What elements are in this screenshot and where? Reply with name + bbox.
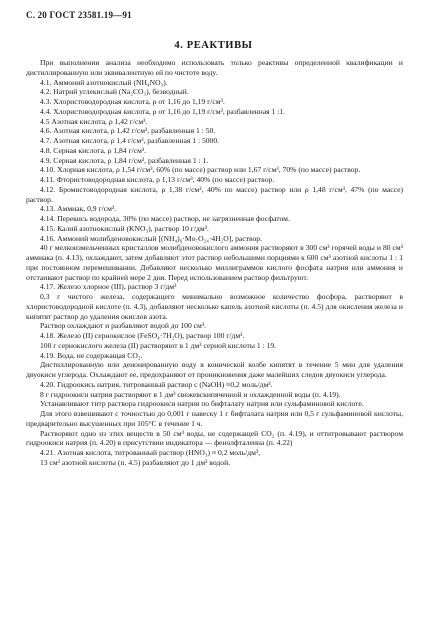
reagent-4-13: 4.13. Аммиак, 0,9 г/см³. (40, 204, 117, 214)
section-title: 4. РЕАКТИВЫ (174, 40, 253, 51)
reagent-4-21: 4.21. Азотная кислота, титрованный раствор (HNO₃) ≈ 0,2 моль/дм³, (40, 448, 261, 457)
reagent-4-1: 4.1. Аммоний азотнокислый (NH₄NO₃). (40, 77, 168, 87)
reagent-4-7: 4.7. Азотная кислота, ρ 1,4 г/см³, разбавленная 1 : 5000. (40, 136, 220, 145)
reagent-4-12: 4.12. Бромистоводородная кислота, ρ 1,38 г/см³, 40% по массе) раствор или ρ 1,48 г/см³, 47% (по массе) раствор. (26, 184, 403, 204)
reagent-4-18-preparation: 100 г сернокислого железа (II) растворяют в 1 дм³ серной кислоты 1 : 19. (40, 340, 277, 350)
reagent-4-16-preparation: 40 г мелкоизмельченных кристаллов молибденовокислого аммония растворяют в 300 см³ горячей воды и 80 см³ аммиака (п. 4.13), охлаждают, затем добавляют этот раствор небольшими порциями к 600 см³ азотной кислоты 1 : 1 при постоянном перемешивании. Добавляют несколько миллиграммов кислого фосфата натрия или аммония и отстаивают раствор по крайней мере 2 дня. Перед использованием раствор фильтруют. (26, 243, 403, 282)
reagent-4-3: 4.3. Хлористоводородная кислота, ρ от 1,16 до 1,19 г/см³. (40, 97, 225, 106)
reagent-4-2: 4.2. Натрий углекислый (Na₂CO₃), безводный. (40, 87, 189, 97)
page-header: С. 20 ГОСТ 23581.19—91 (26, 10, 132, 20)
reagent-4-20-weighing: Для этого взвешивают с точностью до 0,001 г навеску 1 г бифталата натрия или 0,5 г сульфаминовой кислоты, предварительно высушенных при 105°C в течение 1 ч. (26, 409, 403, 428)
reagent-4-20: 4.20. Гидроокись натрия, титрованный раствор c (NaOH) ≈0,2 моль/дм³. (40, 379, 273, 389)
reagent-4-4: 4.4. Хлористоводородная кислота, ρ от 1,16 до 1,19 г/см³, разбавленная 1 :1. (40, 106, 286, 116)
reagent-4-16: 4.16. Аммоний молибденовокислый [(NH₄)₆·Mo₇O₂₄·4H₂O], раствор. (40, 233, 263, 243)
reagent-4-17: 4.17. Железо хлорное (III), раствор 3 г/дм³ (40, 282, 177, 292)
reagent-4-10: 4.10. Хлорная кислота, ρ 1,54 г/см³, 60% (по массе) раствор или 1,67 г/см³, 70% (по массе) раствор. (40, 165, 361, 175)
reagent-4-21-preparation: 13 см³ азотной кислоты (п. 4.5) разбавляют до 1 дм³ водой. (40, 457, 231, 467)
reagent-4-15: 4.15. Калий азотнокислый (KNO₃), раствор 10 г/дм³. (40, 223, 209, 233)
reagent-4-17-dilution: Раствор охлаждают и разбавляют водой до 100 см³. (40, 321, 206, 331)
document-body (26, 58, 403, 468)
reagent-4-20-titration: Растворяют одно из этих веществ в 50 см³ воды, не содержащей CO₂ (п. 4.19), и оттитровывают раствором гидроокиси натрия (п. 4.20) в присутствии индикатора — фенолфталеина (п. 4.22) (26, 428, 403, 448)
reagent-4-14: 4.14. Перекись водорода, 30% (по массе) раствор, не загрязненная фосфатом. (40, 214, 290, 223)
reagent-4-17-preparation: 0,3 г чистого железа, содержащего минимально возможное количество фосфора, растворяют в хлористоводородной кислоте (п. 4.3), добавляют несколько капель азотной кислоты (п. 4.5) для окисления железа и кипятят раствор до удаления окислов азота. (26, 292, 403, 321)
reagent-4-5: 4.5 Азотная кислота, ρ 1,42 г/см³. (40, 116, 148, 126)
reagent-4-8: 4.8. Серная кислота, ρ 1,84 г/см³. (40, 145, 147, 155)
reagent-4-9: 4.9. Серная кислота, ρ 1,84 г/см³, разбавленная 1 : 1. (40, 155, 209, 165)
intro-paragraph: При выполнении анализа необходимо использовать только реактивы определенной квалификации и дистиллированную или эквивалентную ей по чистоте воду. (26, 58, 403, 77)
reagent-4-19-preparation: Дистиллированную или деионированную воду в конической колбе кипятят в течение 5 мин для удаления двуокиси углерода. Охлаждают ее, предохраняют от проникновения даже малейших следов двуокиси углерода. (26, 360, 403, 379)
reagent-4-19: 4.19. Вода, не содержащая CO₂. (40, 350, 143, 360)
reagent-4-18: 4.18. Железо (II) сернокислое (FeSO₄·7H₂O), раствор 100 г/дм³. (40, 331, 245, 340)
reagent-4-6: 4.6. Азотная кислота, ρ 1,42 г/см³, разбавленная 1 : 50. (40, 126, 216, 136)
reagent-4-20-titer: Устанавливают титр раствора гидроокиси натрия по бифталату натрия или сульфаминовой кислоте. (40, 399, 364, 409)
reagent-4-20-preparation: 8 г гидроокиси натрия растворяют в 1 дм³ свежевскипяченной и охлажденной воды (п. 4.19). (40, 389, 341, 399)
reagent-4-11: 4.11. Фтористоводородная кислота, ρ 1,13 г/см³, 40% (по массе) раствор. (40, 175, 275, 184)
